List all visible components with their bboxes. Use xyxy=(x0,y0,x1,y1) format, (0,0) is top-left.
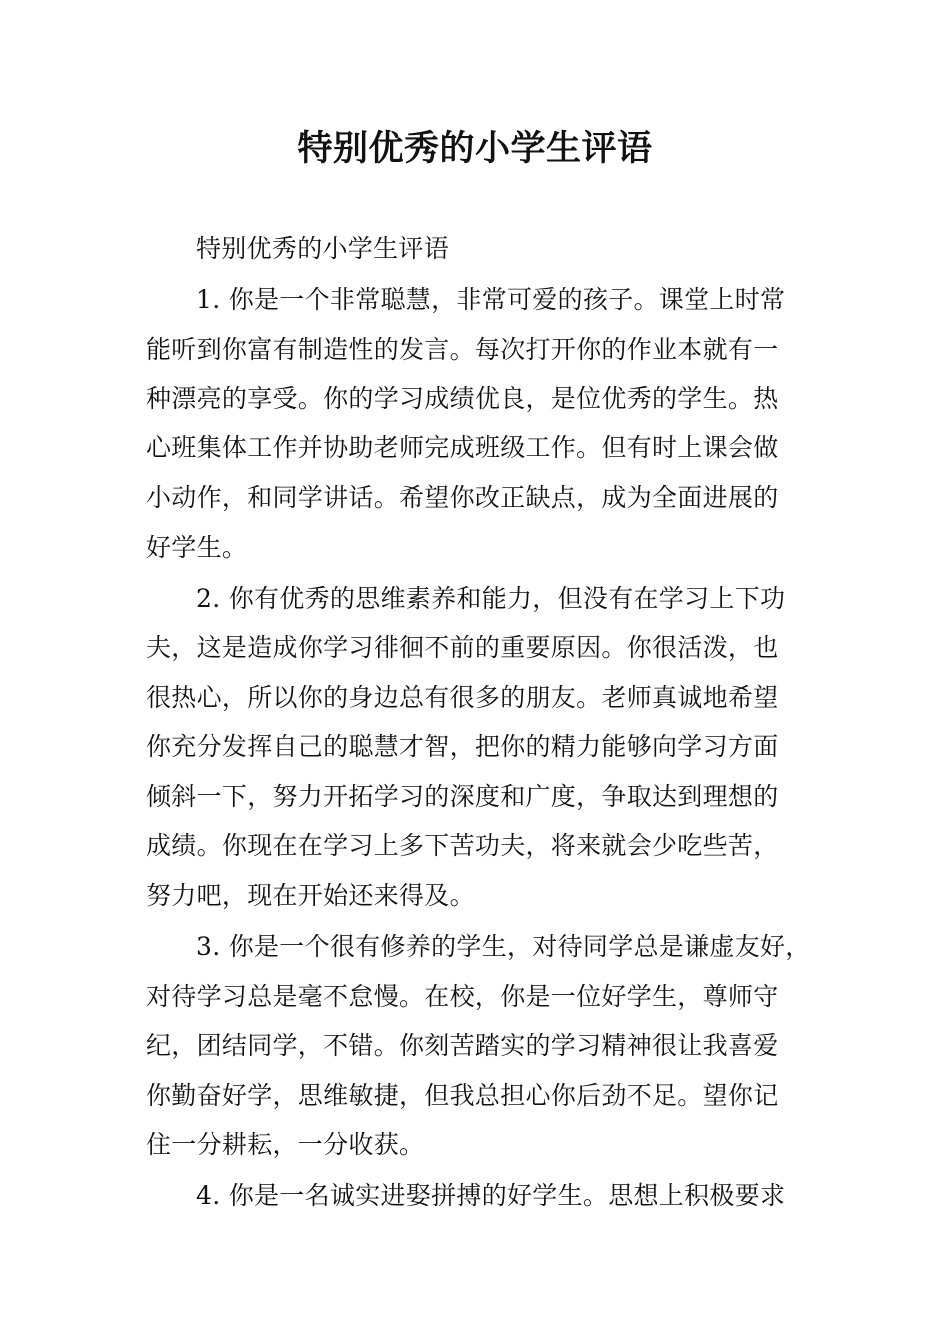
comment-3-line-2: 对待学习总是毫不怠慢。在校，你是一位好学生，尊师守 xyxy=(146,982,779,1011)
comment-3-line-1: 3. 你是一个很有修养的学生，对待同学总是谦虚友好， xyxy=(196,932,811,961)
comment-2-line-6: 成绩。你现在在学习上多下苦功夫，将来就会少吃些苦， xyxy=(146,831,779,860)
comment-2-line-2: 夫，这是造成你学习徘徊不前的重要原因。你很活泼，也 xyxy=(146,633,779,662)
comment-3-line-4: 你勤奋好学，思维敏捷，但我总担心你后劲不足。望你记 xyxy=(146,1081,779,1110)
comment-1-line-5: 小动作，和同学讲话。希望你改正缺点，成为全面进展的 xyxy=(146,483,779,512)
comment-1-line-3: 种漂亮的享受。你的学习成绩优良，是位优秀的学生。热 xyxy=(146,384,779,413)
subtitle-line: 特别优秀的小学生评语 xyxy=(196,234,450,263)
document-title: 特别优秀的小学生评语 xyxy=(297,128,653,169)
comment-1-line-4: 心班集体工作并协助老师完成班级工作。但有时上课会做 xyxy=(146,433,779,462)
comment-3-line-5: 住一分耕耘，一分收获。 xyxy=(146,1130,425,1159)
comment-1-line-6: 好学生。 xyxy=(146,533,248,562)
comment-1-line-1: 1. 你是一个非常聪慧，非常可爱的孩子。课堂上时常 xyxy=(196,285,786,314)
comment-2-line-4: 你充分发挥自己的聪慧才智，把你的精力能够向学习方面 xyxy=(146,732,779,761)
comment-3-line-3: 纪，团结同学，不错。你刻苦踏实的学习精神很让我喜爱 xyxy=(146,1031,779,1060)
comment-1-line-2: 能听到你富有制造性的发言。每次打开你的作业本就有一 xyxy=(146,335,779,364)
comment-2-line-7: 努力吧，现在开始还来得及。 xyxy=(146,881,475,910)
comment-2-line-1: 2. 你有优秀的思维素养和能力，但没有在学习上下功 xyxy=(196,584,786,613)
comment-2-line-3: 很热心，所以你的身边总有很多的朋友。老师真诚地希望 xyxy=(146,683,779,712)
comment-4-line-1: 4. 你是一名诚实进娶拼搏的好学生。思想上积极要求 xyxy=(196,1181,786,1210)
comment-2-line-5: 倾斜一下，努力开拓学习的深度和广度，争取达到理想的 xyxy=(146,782,779,811)
